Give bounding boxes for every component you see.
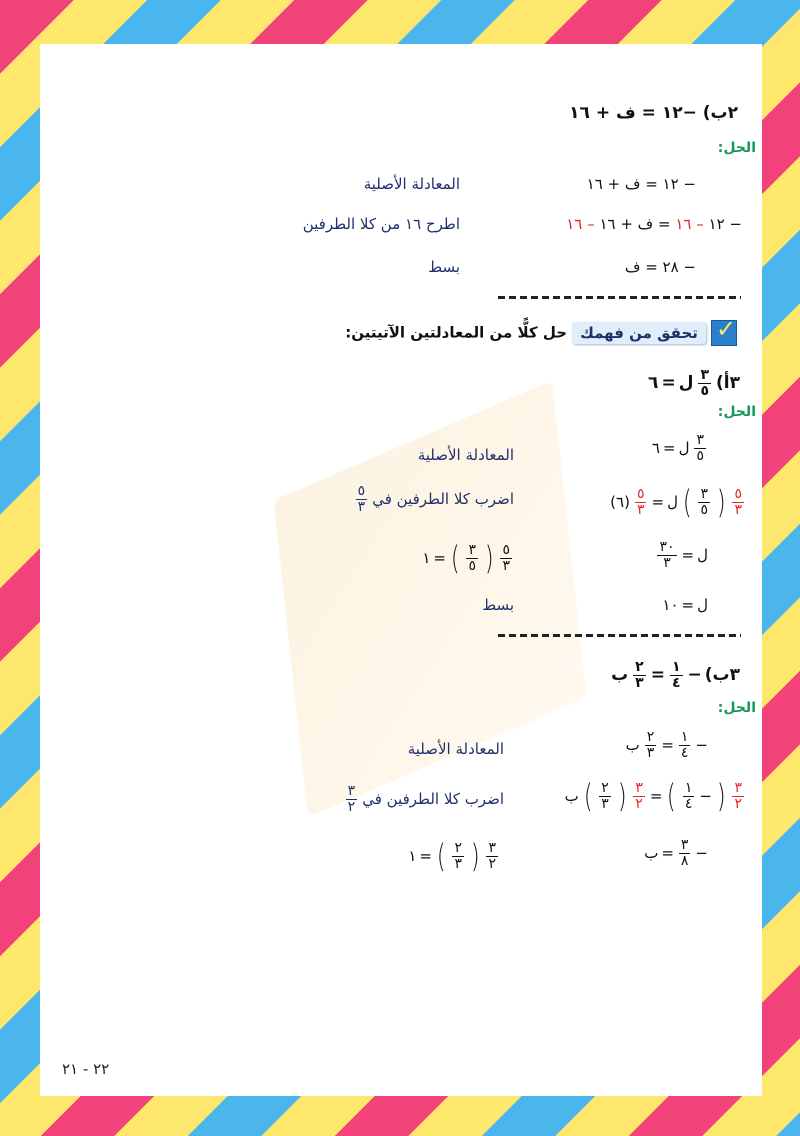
- page-number: ٢٢ - ٢١: [62, 1060, 110, 1078]
- step-note: المعادلة الأصلية: [363, 175, 460, 193]
- problem-3a-heading: ٣أ) $\frac{٣}{٥}$ ل = ٦: [648, 367, 740, 399]
- check-badge-label: تحقق من فهمك: [572, 322, 706, 344]
- check-understanding-box: [345, 320, 737, 346]
- solution-label: الحل:: [717, 700, 756, 716]
- instruction-text: حل كلًّا من المعادلتين الآتيتين:: [345, 323, 568, 342]
- math-row: − ١٢ = ف + ١٦: [586, 175, 696, 193]
- math-row: $\frac{٥}{٣}$ ( $\frac{٣}{٥}$ ) ل = $\frac{٥}{٣}$ (٦): [610, 483, 742, 522]
- math-row: − $\frac{٣}{٨}$ = ب: [644, 837, 708, 869]
- dashed-divider: [498, 634, 741, 637]
- problem-2b-heading: ٢ب) −١٢ = ف + ١٦: [569, 103, 738, 123]
- checkmark-icon: [711, 320, 737, 346]
- step-note: اضرب كلا الطرفين في $\frac{٣}{٢}$: [347, 783, 504, 815]
- step-note: اطرح ١٦ من كلا الطرفين: [302, 215, 460, 233]
- solution-label: الحل:: [717, 404, 756, 420]
- step-note: المعادلة الأصلية: [417, 446, 514, 464]
- math-row: − ١٢ – ١٦ = ف + ١٦ – ١٦: [566, 215, 742, 233]
- check-expression: $\frac{٣}{٢}$ ( $\frac{٢}{٣}$ ) = ١: [408, 837, 496, 876]
- page-sheet: [40, 44, 762, 1096]
- step-note: بسط: [482, 596, 514, 614]
- math-row: − ٢٨ = ف: [624, 258, 696, 276]
- dashed-divider: [498, 296, 741, 299]
- math-row: ل = $\frac{٣٠}{٣}$: [659, 539, 708, 571]
- math-row: ل = ١٠: [662, 596, 708, 614]
- math-row: − $\frac{١}{٤}$ = $\frac{٢}{٣}$ ب: [625, 729, 708, 761]
- check-expression: $\frac{٥}{٣}$ ( $\frac{٣}{٥}$ ) = ١: [422, 539, 510, 578]
- step-note: بسط: [428, 258, 460, 276]
- problem-3b-heading: ٣ب) − $\frac{١}{٤}$ = $\frac{٢}{٣}$ ب: [611, 659, 740, 691]
- step-note: المعادلة الأصلية: [407, 740, 504, 758]
- solution-label: الحل:: [717, 140, 756, 156]
- math-row: $\frac{٣}{٢}$ ( − $\frac{١}{٤}$ ) = $\frac{٣}{٢}$ ( $\frac{٢}{٣}$ ) ب: [564, 777, 742, 816]
- math-row: $\frac{٣}{٥}$ ل = ٦: [651, 432, 704, 464]
- step-note: اضرب كلا الطرفين في $\frac{٥}{٣}$: [357, 483, 514, 515]
